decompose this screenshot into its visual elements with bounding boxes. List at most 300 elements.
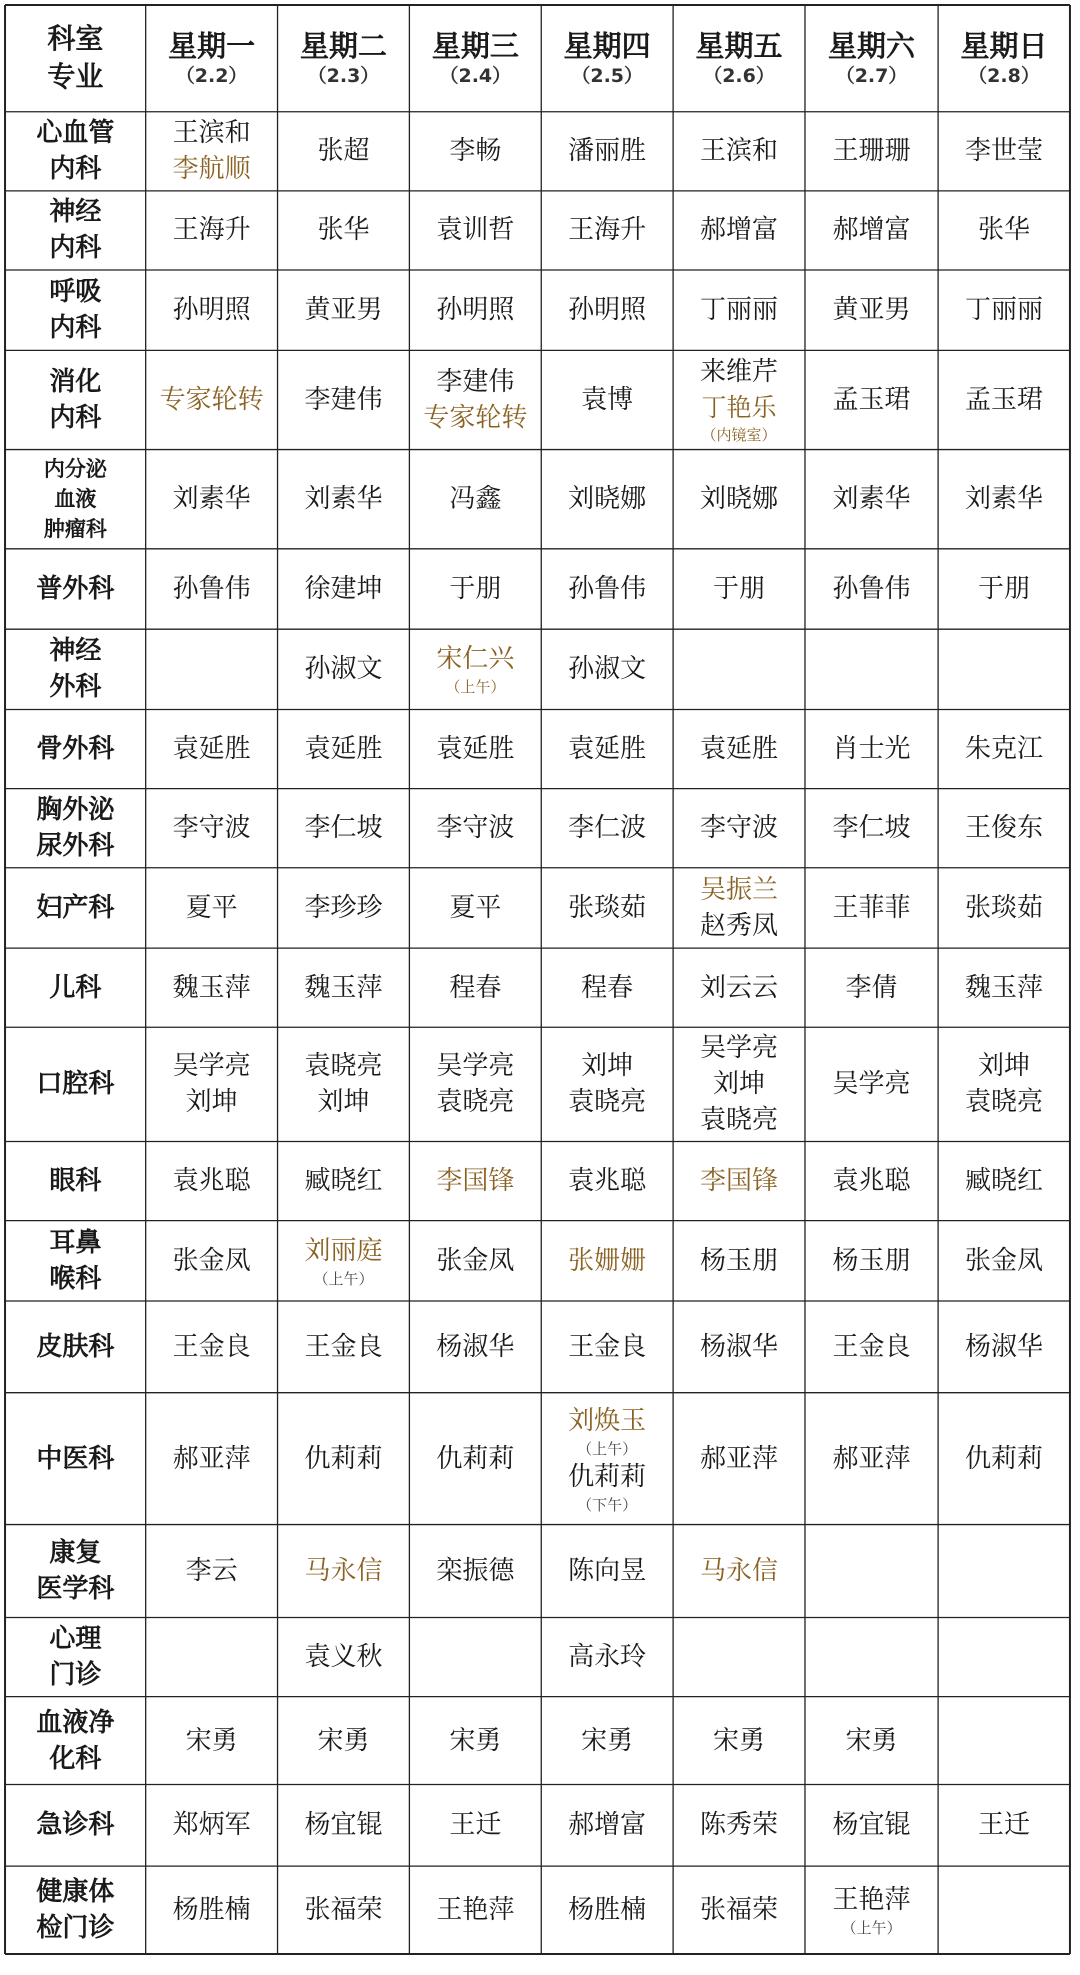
- doctor-cell: [541, 191, 673, 270]
- doctor-name: 李国锋: [436, 1166, 515, 1197]
- doctor-cell: [805, 948, 938, 1027]
- shift-note: （下午）: [577, 1495, 638, 1514]
- doctor-cell: [673, 710, 805, 789]
- doctor-cell: [938, 350, 1070, 449]
- department-name: 内科: [49, 402, 102, 433]
- doctor-name: 丁丽丽: [700, 295, 779, 326]
- doctor-name: 袁晓亮: [436, 1087, 515, 1118]
- doctor-name: 杨胜楠: [568, 1895, 647, 1926]
- shift-note: （上午）: [841, 1919, 902, 1938]
- department-cell: [5, 549, 146, 629]
- doctor-cell: [805, 191, 938, 270]
- doctor-cell: [409, 1027, 541, 1141]
- doctor-cell: [541, 868, 673, 948]
- doctor-cell: [409, 1142, 541, 1221]
- doctor-name: 张华: [317, 215, 370, 246]
- header-corner-department: [5, 5, 146, 112]
- doctor-cell: [409, 549, 541, 629]
- doctor-cell: [541, 112, 673, 191]
- doctor-cell: [278, 868, 410, 948]
- doctor-name: 仇莉莉: [304, 1443, 383, 1474]
- doctor-name: 郝增富: [832, 215, 911, 246]
- doctor-cell: [938, 1697, 1070, 1785]
- doctor-cell: [673, 868, 805, 948]
- day-name: 星期五: [695, 29, 783, 64]
- doctor-cell: [541, 1027, 673, 1141]
- doctor-cell: [673, 450, 805, 549]
- doctor-cell: [805, 1617, 938, 1696]
- doctor-name: 赵秀凤: [700, 910, 779, 941]
- doctor-cell: [805, 1785, 938, 1867]
- doctor-name: 郑炳军: [172, 1810, 251, 1841]
- doctor-cell: [146, 868, 278, 948]
- department-cell: [5, 450, 146, 549]
- header-corner-label: 科室: [47, 22, 104, 56]
- day-date: （2.3）: [307, 65, 380, 88]
- department-name: 康复: [49, 1538, 102, 1568]
- department-name: 内分泌: [43, 457, 107, 482]
- doctor-cell: [541, 1301, 673, 1393]
- doctor-cell: [805, 1301, 938, 1393]
- doctor-cell: [673, 629, 805, 709]
- doctor-cell: [938, 1221, 1070, 1301]
- doctor-name: 王滨和: [700, 136, 779, 167]
- doctor-cell: [278, 1142, 410, 1221]
- doctor-cell: [146, 710, 278, 789]
- department-cell: [5, 1785, 146, 1867]
- doctor-name: 仇莉莉: [965, 1443, 1044, 1474]
- day-name: 星期一: [168, 29, 256, 64]
- doctor-name: 张超: [317, 136, 370, 167]
- doctor-name: 臧晓红: [304, 1166, 383, 1197]
- department-name: 肿瘤科: [43, 517, 107, 542]
- doctor-name: 专家轮转: [159, 384, 264, 415]
- department-name: 骨外科: [36, 734, 115, 765]
- doctor-name: 王俊东: [965, 813, 1044, 844]
- day-name: 星期日: [960, 29, 1048, 64]
- doctor-cell: [278, 710, 410, 789]
- doctor-cell: [541, 1697, 673, 1785]
- doctor-name: 杨宜锟: [304, 1810, 383, 1841]
- doctor-name: 高永玲: [568, 1642, 647, 1673]
- doctor-cell: [409, 629, 541, 709]
- doctor-name: 孙鲁伟: [568, 573, 647, 604]
- doctor-cell: [938, 1027, 1070, 1141]
- doctor-name: 丁艳乐: [701, 393, 777, 423]
- department-cell: [5, 948, 146, 1027]
- doctor-cell: [278, 1393, 410, 1525]
- doctor-cell: [278, 1866, 410, 1954]
- doctor-cell: [278, 350, 410, 449]
- doctor-name: 袁兆聪: [568, 1166, 647, 1197]
- doctor-name: 王艳萍: [436, 1895, 515, 1926]
- doctor-cell: [673, 112, 805, 191]
- doctor-cell: [146, 1027, 278, 1141]
- doctor-name: 王金良: [568, 1331, 647, 1362]
- department-name: 急诊科: [36, 1810, 115, 1841]
- doctor-cell: [409, 350, 541, 449]
- doctor-cell: [541, 710, 673, 789]
- doctor-cell: [938, 270, 1070, 350]
- doctor-name: 王迁: [978, 1810, 1031, 1841]
- doctor-cell: [146, 270, 278, 350]
- doctor-cell: [938, 549, 1070, 629]
- doctor-cell: [673, 1697, 805, 1785]
- doctor-name: 于朋: [713, 573, 766, 604]
- doctor-name: 刘焕玉: [568, 1405, 647, 1436]
- doctor-name: 刘坤: [713, 1069, 766, 1100]
- shift-note: （内镜室）: [701, 426, 777, 445]
- doctor-name: 王海升: [172, 215, 251, 246]
- day-date: （2.8）: [968, 65, 1040, 88]
- doctor-name: 黄亚男: [304, 295, 383, 326]
- doctor-name: 刘素华: [832, 484, 911, 515]
- doctor-name: 袁晓亮: [965, 1087, 1044, 1118]
- doctor-cell: [146, 948, 278, 1027]
- doctor-name: 袁延胜: [172, 734, 251, 765]
- doctor-cell: [541, 1393, 673, 1525]
- doctor-name: 郝亚萍: [832, 1443, 911, 1474]
- department-name: 口腔科: [36, 1069, 115, 1100]
- doctor-name: 袁兆聪: [832, 1166, 911, 1197]
- doctor-name: 刘晓娜: [700, 484, 779, 515]
- doctor-name: 张金凤: [172, 1245, 251, 1276]
- doctor-cell: [409, 1301, 541, 1393]
- doctor-cell: [146, 1785, 278, 1867]
- doctor-name: 孙淑文: [304, 654, 383, 685]
- doctor-cell: [541, 1866, 673, 1954]
- doctor-cell: [409, 948, 541, 1027]
- doctor-name: 王海升: [568, 215, 647, 246]
- doctor-name: 魏玉萍: [965, 972, 1044, 1003]
- day-date: （2.4）: [439, 65, 512, 88]
- doctor-cell: [146, 1221, 278, 1301]
- doctor-cell: [805, 1866, 938, 1954]
- doctor-cell: [541, 789, 673, 868]
- doctor-name: 宋勇: [581, 1725, 634, 1756]
- doctor-name: 袁义秋: [304, 1642, 383, 1673]
- doctor-cell: [805, 868, 938, 948]
- doctor-cell: [673, 1525, 805, 1618]
- department-name: 血液净: [36, 1707, 115, 1738]
- doctor-name: 张福荣: [700, 1895, 779, 1926]
- department-cell: [5, 1142, 146, 1221]
- day-header: [278, 5, 410, 112]
- doctor-name: 李建伟: [436, 366, 515, 397]
- doctor-name: 专家轮转: [423, 402, 528, 433]
- doctor-name: 袁训哲: [436, 215, 515, 246]
- doctor-name: 李建伟: [304, 384, 383, 415]
- doctor-name: 吴学亮: [172, 1051, 251, 1082]
- doctor-cell: [146, 1393, 278, 1525]
- department-cell: [5, 629, 146, 709]
- doctor-name: 孟玉珺: [832, 384, 911, 415]
- doctor-cell: [409, 1866, 541, 1954]
- doctor-name: 于朋: [449, 573, 502, 604]
- doctor-cell: [938, 1393, 1070, 1525]
- day-date: （2.7）: [835, 65, 908, 88]
- doctor-name: 徐建坤: [304, 573, 383, 604]
- doctor-cell: [938, 1866, 1070, 1954]
- doctor-name: 杨玉朋: [832, 1245, 911, 1276]
- day-header: [673, 5, 805, 112]
- doctor-name: 袁博: [581, 384, 634, 415]
- day-header: [541, 5, 673, 112]
- doctor-cell: [146, 1617, 278, 1696]
- doctor-cell: [278, 1617, 410, 1696]
- department-name: 眼科: [49, 1166, 102, 1197]
- doctor-cell: [805, 549, 938, 629]
- doctor-cell: [938, 1142, 1070, 1221]
- doctor-cell: [805, 1142, 938, 1221]
- doctor-cell: [278, 549, 410, 629]
- doctor-name: 袁延胜: [304, 734, 383, 765]
- doctor-name: 刘坤: [317, 1087, 370, 1118]
- doctor-cell: [938, 868, 1070, 948]
- doctor-cell: [673, 789, 805, 868]
- doctor-name: 吴振兰: [700, 874, 779, 905]
- doctor-name: 李守波: [700, 813, 779, 844]
- doctor-name: 孙鲁伟: [172, 573, 251, 604]
- doctor-cell: [409, 710, 541, 789]
- doctor-name: 程春: [449, 972, 502, 1003]
- doctor-cell: [278, 112, 410, 191]
- doctor-cell: [409, 1393, 541, 1525]
- doctor-name: 郝增富: [568, 1810, 647, 1841]
- doctor-cell: [805, 710, 938, 789]
- doctor-cell: [146, 1866, 278, 1954]
- department-name: 检门诊: [36, 1913, 115, 1944]
- doctor-name: 刘丽庭: [304, 1235, 383, 1266]
- doctor-name: 宋仁兴: [436, 644, 515, 675]
- doctor-name: 刘晓娜: [568, 484, 647, 515]
- department-cell: [5, 710, 146, 789]
- doctor-cell: [805, 1393, 938, 1525]
- department-cell: [5, 191, 146, 270]
- doctor-name: 王金良: [304, 1331, 383, 1362]
- department-name: 血液: [54, 487, 97, 512]
- doctor-name: 李珍珍: [304, 892, 383, 923]
- doctor-name: 杨淑华: [436, 1331, 515, 1362]
- doctor-name: 宋勇: [317, 1725, 370, 1756]
- department-cell: [5, 112, 146, 191]
- day-name: 星期四: [563, 29, 651, 64]
- doctor-name: 袁延胜: [568, 734, 647, 765]
- day-name: 星期三: [431, 29, 519, 64]
- doctor-cell: [938, 789, 1070, 868]
- doctor-name: 陈向昱: [568, 1556, 647, 1586]
- doctor-name: 栾振德: [436, 1556, 515, 1586]
- day-header: [409, 5, 541, 112]
- doctor-cell: [938, 1525, 1070, 1618]
- doctor-name: 李航顺: [172, 154, 251, 185]
- doctor-cell: [938, 450, 1070, 549]
- doctor-cell: [278, 270, 410, 350]
- doctor-cell: [541, 270, 673, 350]
- doctor-name: 仇莉莉: [568, 1461, 647, 1492]
- doctor-cell: [278, 948, 410, 1027]
- doctor-cell: [146, 1301, 278, 1393]
- department-cell: [5, 350, 146, 449]
- doctor-name: 孙明照: [172, 295, 251, 326]
- doctor-cell: [673, 1866, 805, 1954]
- doctor-name: 吴学亮: [832, 1069, 911, 1100]
- doctor-name: 刘素华: [172, 484, 251, 515]
- doctor-name: 张琰茹: [568, 892, 647, 923]
- department-name: 内科: [49, 313, 102, 344]
- doctor-cell: [805, 350, 938, 449]
- department-name: 皮肤科: [36, 1331, 115, 1362]
- doctor-name: 宋勇: [449, 1725, 502, 1756]
- department-name: 内科: [49, 154, 102, 185]
- doctor-name: 李守波: [172, 813, 251, 844]
- doctor-cell: [278, 629, 410, 709]
- doctor-name: 李倩: [845, 972, 898, 1003]
- doctor-cell: [673, 1617, 805, 1696]
- doctor-name: 刘素华: [304, 484, 383, 515]
- doctor-cell: [541, 1142, 673, 1221]
- doctor-name: 郝增富: [700, 215, 779, 246]
- doctor-name: 张福荣: [304, 1895, 383, 1926]
- doctor-cell: [938, 948, 1070, 1027]
- department-cell: [5, 1525, 146, 1618]
- doctor-name: 袁晓亮: [568, 1087, 647, 1118]
- department-name: 耳鼻: [49, 1227, 102, 1258]
- department-name: 消化: [49, 366, 102, 397]
- doctor-name: 吴学亮: [436, 1051, 515, 1082]
- doctor-cell: [146, 1525, 278, 1618]
- doctor-cell: [146, 789, 278, 868]
- day-date: （2.5）: [571, 65, 644, 88]
- department-name: 胸外泌: [36, 795, 115, 826]
- doctor-name: 袁晓亮: [304, 1051, 383, 1082]
- department-cell: [5, 1393, 146, 1525]
- doctor-cell: [805, 1221, 938, 1301]
- shift-note: （上午）: [445, 678, 506, 697]
- department-cell: [5, 1617, 146, 1696]
- department-cell: [5, 868, 146, 948]
- doctor-cell: [278, 1301, 410, 1393]
- doctor-cell: [673, 1785, 805, 1867]
- doctor-name: 李守波: [436, 813, 515, 844]
- doctor-cell: [938, 1301, 1070, 1393]
- doctor-cell: [409, 270, 541, 350]
- doctor-name: 王艳萍: [832, 1885, 911, 1916]
- doctor-cell: [805, 112, 938, 191]
- doctor-name: 魏玉萍: [172, 972, 251, 1003]
- header-corner-label: 专业: [47, 60, 104, 94]
- doctor-name: 李仁坡: [832, 813, 911, 844]
- doctor-cell: [409, 1785, 541, 1867]
- doctor-name: 张姗姗: [568, 1245, 647, 1276]
- doctor-cell: [541, 948, 673, 1027]
- doctor-cell: [146, 112, 278, 191]
- doctor-cell: [938, 112, 1070, 191]
- doctor-name: 杨宜锟: [832, 1810, 911, 1841]
- day-header: [146, 5, 278, 112]
- doctor-cell: [278, 1221, 410, 1301]
- doctor-name: 李畅: [449, 136, 502, 167]
- doctor-name: 潘丽胜: [568, 136, 647, 167]
- doctor-cell: [146, 629, 278, 709]
- doctor-cell: [409, 1525, 541, 1618]
- doctor-cell: [409, 450, 541, 549]
- day-date: （2.6）: [703, 65, 775, 88]
- doctor-cell: [805, 629, 938, 709]
- doctor-cell: [409, 868, 541, 948]
- doctor-name: 王珊珊: [832, 136, 911, 167]
- doctor-name: 魏玉萍: [304, 972, 383, 1003]
- doctor-name: 李云: [185, 1556, 238, 1586]
- department-cell: [5, 1866, 146, 1954]
- doctor-name: 杨胜楠: [172, 1895, 251, 1926]
- doctor-cell: [409, 1697, 541, 1785]
- doctor-cell: [278, 1697, 410, 1785]
- doctor-name: 刘坤: [581, 1051, 634, 1082]
- day-name: 星期六: [828, 29, 916, 64]
- doctor-cell: [805, 789, 938, 868]
- doctor-name: 马永信: [304, 1556, 383, 1586]
- department-name: 健康体: [36, 1877, 115, 1908]
- doctor-name: 孙淑文: [568, 654, 647, 685]
- doctor-cell: [673, 1221, 805, 1301]
- day-name: 星期二: [299, 29, 387, 64]
- doctor-cell: [278, 1027, 410, 1141]
- doctor-cell: [673, 1393, 805, 1525]
- doctor-cell: [673, 270, 805, 350]
- doctor-cell: [673, 1301, 805, 1393]
- doctor-name: 张金凤: [965, 1245, 1044, 1276]
- doctor-cell: [673, 1027, 805, 1141]
- doctor-name: 杨淑华: [700, 1331, 779, 1362]
- doctor-name: 李国锋: [700, 1166, 779, 1197]
- doctor-name: 吴学亮: [700, 1033, 779, 1064]
- doctor-name: 王迁: [449, 1810, 502, 1841]
- department-name: 普外科: [36, 573, 115, 604]
- doctor-name: 孟玉珺: [965, 384, 1044, 415]
- department-name: 儿科: [49, 972, 102, 1003]
- department-name: 外科: [49, 672, 102, 703]
- doctor-name: 张琰茹: [965, 892, 1044, 923]
- department-name: 中医科: [36, 1443, 115, 1474]
- doctor-name: 刘素华: [965, 484, 1044, 515]
- doctor-cell: [673, 191, 805, 270]
- doctor-cell: [541, 549, 673, 629]
- department-name: 喉科: [49, 1263, 102, 1294]
- doctor-cell: [673, 948, 805, 1027]
- doctor-name: 杨淑华: [965, 1331, 1044, 1362]
- doctor-name: 刘云云: [700, 972, 779, 1003]
- doctor-name: 王滨和: [172, 118, 251, 149]
- doctor-name: 肖士光: [832, 734, 911, 765]
- doctor-cell: [146, 1697, 278, 1785]
- doctor-name: 宋勇: [845, 1725, 898, 1756]
- day-date: （2.2）: [175, 65, 248, 88]
- doctor-cell: [938, 629, 1070, 709]
- doctor-cell: [541, 1785, 673, 1867]
- doctor-name: 孙明照: [436, 295, 515, 326]
- doctor-name: 袁延胜: [436, 734, 515, 765]
- doctor-name: 来维芹: [700, 357, 779, 388]
- doctor-cell: [278, 1525, 410, 1618]
- shift-note: （上午）: [313, 1269, 374, 1288]
- doctor-cell: [278, 450, 410, 549]
- doctor-cell: [805, 1697, 938, 1785]
- doctor-cell: [541, 1617, 673, 1696]
- doctor-name: 刘坤: [978, 1051, 1031, 1082]
- doctor-name: 李世莹: [965, 136, 1044, 167]
- doctor-name: 朱克江: [965, 734, 1044, 765]
